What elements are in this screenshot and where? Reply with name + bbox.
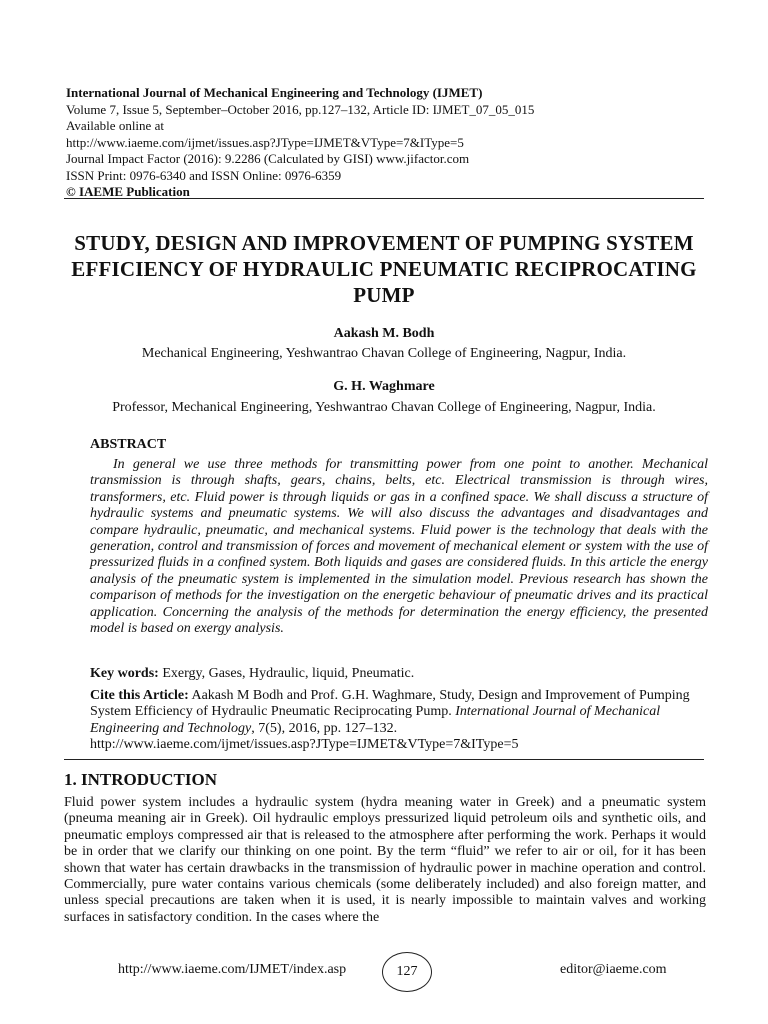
cite-journal: International Journal of Mechanical Engineering and Technology bbox=[90, 704, 661, 736]
footer-email[interactable]: editor@iaeme.com bbox=[560, 962, 667, 977]
cite-details: , 7(5), 2016, pp. 127–132. bbox=[251, 720, 398, 736]
section-divider bbox=[64, 759, 704, 760]
publisher: © IAEME Publication bbox=[66, 184, 190, 199]
issue-url[interactable]: http://www.iaeme.com/ijmet/issues.asp?JType=IJMET&VType=7&IType=5 bbox=[66, 134, 464, 150]
author-affiliation-2: Professor, Mechanical Engineering, Yeshwantrao Chavan College of Engineering, Nagpur, India. bbox=[112, 400, 656, 415]
keywords-text: Exergy, Gases, Hydraulic, liquid, Pneumatic. bbox=[158, 666, 415, 681]
introduction-body: Fluid power system includes a hydraulic system (hydra meaning water in Greek) and a pneumatic system (pneuma meaning air in Greek). Oil hydraulic employs pressurized liquid petroleum oils and synthetic oils, and pneumatic employs compressed air that is released to the atmosphere after performing the work. Perhaps it would be in order that we clarify our thinking on one point. By the term “fluid” we refer to air or oil, for it has been shown that water has certain drawbacks in the transmission of hydraulic power in machine operation and control. Commercially, pure water contains various chemicals (some deliberately included) and also foreign matter, and unless special precautions are taken when it is used, it is nearly impossible to maintain valves and working surfaces in satisfactory condition. In the cases where the bbox=[64, 795, 706, 925]
impact-factor: Journal Impact Factor (2016): 9.2286 (Calculated by GISI) www.jifactor.com bbox=[66, 151, 470, 166]
page-number: 127 bbox=[382, 952, 432, 992]
volume-info: Volume 7, Issue 5, September–October 2016, pp.127–132, Article ID: IJMET_07_05_015 bbox=[66, 101, 535, 117]
header-divider bbox=[64, 198, 704, 199]
author-name-1: Aakash M. Bodh bbox=[333, 326, 435, 341]
journal-header bbox=[66, 85, 706, 201]
cite-url[interactable]: http://www.iaeme.com/ijmet/issues.asp?JType=IJMET&VType=7&IType=5 bbox=[90, 737, 519, 753]
issn-info: ISSN Print: 0976-6340 and ISSN Online: 0976-6359 bbox=[66, 167, 342, 183]
cite-text: Aakash M Bodh and Prof. G.H. Waghmare, Study, Design and Improvement of Pumping System Efficiency of Hydraulic Pneumatic Reciprocating Pump. bbox=[90, 688, 690, 720]
abstract-heading: ABSTRACT bbox=[90, 437, 167, 452]
citation bbox=[90, 688, 708, 754]
keywords-label: Key words: bbox=[90, 666, 159, 681]
cite-label: Cite this Article: bbox=[90, 688, 189, 703]
section-heading: 1. INTRODUCTION bbox=[64, 770, 218, 789]
footer-url[interactable]: http://www.iaeme.com/IJMET/index.asp bbox=[118, 962, 347, 977]
author-name-2: G. H. Waghmare bbox=[333, 379, 435, 394]
journal-name: International Journal of Mechanical Engineering and Technology (IJMET) bbox=[66, 85, 483, 100]
keywords bbox=[90, 666, 708, 682]
available-online: Available online at bbox=[66, 118, 164, 133]
author-affiliation-1: Mechanical Engineering, Yeshwantrao Chavan College of Engineering, Nagpur, India. bbox=[141, 346, 627, 361]
paper-title: STUDY, DESIGN AND IMPROVEMENT OF PUMPING SYSTEM EFFICIENCY OF HYDRAULIC PNEUMATIC RECIPROCATING PUMP bbox=[71, 231, 697, 307]
abstract-body: In general we use three methods for transmitting power from one point to another. Mechanical transmission is through shafts, gears, chains, belts, etc. Electrical transmission is through wires, transformers, etc. Fluid power is through liquids or gas in a confined space. We shall discuss a structure of hydraulic systems and pneumatic systems. We will also discuss the advantages and disadvantages and compare hydraulic, pneumatic, and mechanical systems. Fluid power is the technology that deals with the generation, control and transmission of forces and movement of mechanical element or system with the use of pressurized fluids in a confined system. Both liquids and gases are considered fluids. In this article the energy analysis of the pneumatic system is implemented in the simulation model. Previous research has shown the comparison of methods for the investigation on the energetic behaviour of pneumatic drives and its practical application. Concerning the analysis of the methods for determination the energy efficiency, the presented model is based on exergy analysis. bbox=[90, 457, 708, 637]
page-footer bbox=[0, 956, 768, 996]
